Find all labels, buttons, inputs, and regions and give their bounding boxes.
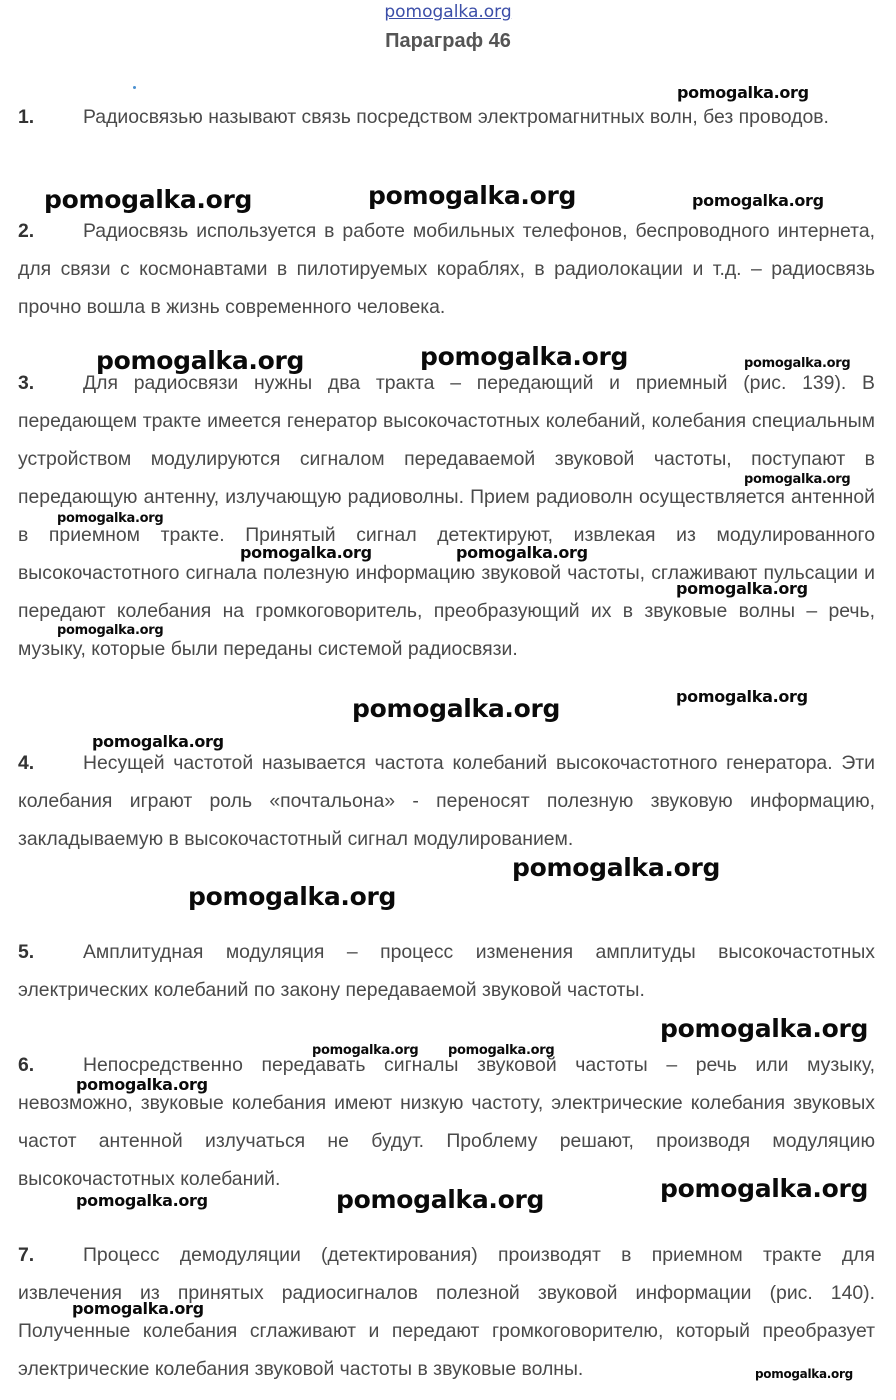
watermark: pomogalka.org [744,356,851,371]
watermark: pomogalka.org [677,83,809,102]
watermark: pomogalka.org [76,1075,208,1094]
paragraph-text: Непосредственно передавать сигналы звуковой частоты – речь или музыку, невозможно, звуковые колебания имеют низкую частоту, электрические колебания звуковых частот антенной излучаться не будут. Проблему решают, производя модуляцию высокочастотных колебаний. [18,1054,875,1190]
watermark: pomogalka.org [312,1043,419,1058]
watermark: pomogalka.org [188,882,397,911]
watermark: pomogalka.org [57,623,164,638]
watermark: pomogalka.org [660,1174,869,1203]
paragraph-5 [18,933,875,1009]
watermark: pomogalka.org [76,1191,208,1210]
paragraph-number: 7. [18,1244,35,1266]
page-title: Параграф 46 [385,30,511,52]
paragraph-number: 4. [18,752,35,774]
watermark: pomogalka.org [336,1185,545,1214]
watermark: pomogalka.org [92,732,224,751]
watermark: pomogalka.org [57,511,164,526]
paragraph-number: 5. [18,941,35,963]
paragraph-number: 3. [18,372,35,394]
paragraph-text: Процесс демодуляции (детектирования) производят в приемном тракте для извлечения из принятых радиосигналов полезной звуковой информации (рис. 140). Полученные колебания сглаживают и передают громкоговорителю, который преобразует электрические колебания звуковой частоты в звуковые волны. [18,1244,875,1380]
watermark: pomogalka.org [72,1299,204,1318]
paragraph-text: Радиосвязью называют связь посредством электромагнитных волн, без проводов. [83,106,829,128]
watermark: pomogalka.org [368,181,577,210]
paragraph-number: 1. [18,106,35,128]
site-link[interactable]: pomogalka.org [384,2,512,22]
paragraph-text: Несущей частотой называется частота колебаний высокочастотного генератора. Эти колебания играют роль «почтальона» - переносят полезную звуковую информацию, закладываемую в высокочастотный сигнал модулированием. [18,752,875,850]
paragraph-text: Для радиосвязи нужны два тракта – передающий и приемный (рис. 139). В передающем тракте имеется генератор высокочастотных колебаний, колебания специальным устройством модулируются сигналом передаваемой звуковой частоты, поступают в передающую антенну, излучающую радиоволны. Прием радиоволн осуществляется антенной в приемном тракте. Принятый сигнал детектируют, извлекая из модулированного высокочастотного сигнала полезную информацию звуковой частоты, сглаживают пульсации и передают колебания на громкоговоритель, преобразующий их в звуковые волны – речь, музыку, которые были переданы системой радиосвязи. [18,372,875,660]
watermark: pomogalka.org [96,346,305,375]
watermark: pomogalka.org [44,185,253,214]
watermark: pomogalka.org [240,543,372,562]
watermark: pomogalka.org [352,694,561,723]
paragraph-1 [18,98,875,136]
watermark: pomogalka.org [744,472,851,487]
watermark: pomogalka.org [676,687,808,706]
paragraph-text: Амплитудная модуляция – процесс изменения амплитуды высокочастотных электрических колебаний по закону передаваемой звуковой частоты. [18,941,875,1001]
watermark: pomogalka.org [692,191,824,210]
paragraph-number: 2. [18,220,35,242]
paragraph-2 [18,212,875,326]
watermark: pomogalka.org [512,853,721,882]
paragraph-number: 6. [18,1054,35,1076]
watermark: pomogalka.org [676,579,808,598]
paragraph-4 [18,744,875,858]
paragraph-text: Радиосвязь используется в работе мобильных телефонов, беспроводного интернета, для связи с космонавтами в пилотируемых кораблях, в радиолокации и т.д. – радиосвязь прочно вошла в жизнь современного человека. [18,220,875,318]
watermark: pomogalka.org [448,1043,555,1058]
watermark: pomogalka.org [420,342,629,371]
watermark: pomogalka.org [660,1014,869,1043]
watermark: pomogalka.org [755,1367,853,1381]
watermark: pomogalka.org [456,543,588,562]
decorative-dot [133,86,136,89]
